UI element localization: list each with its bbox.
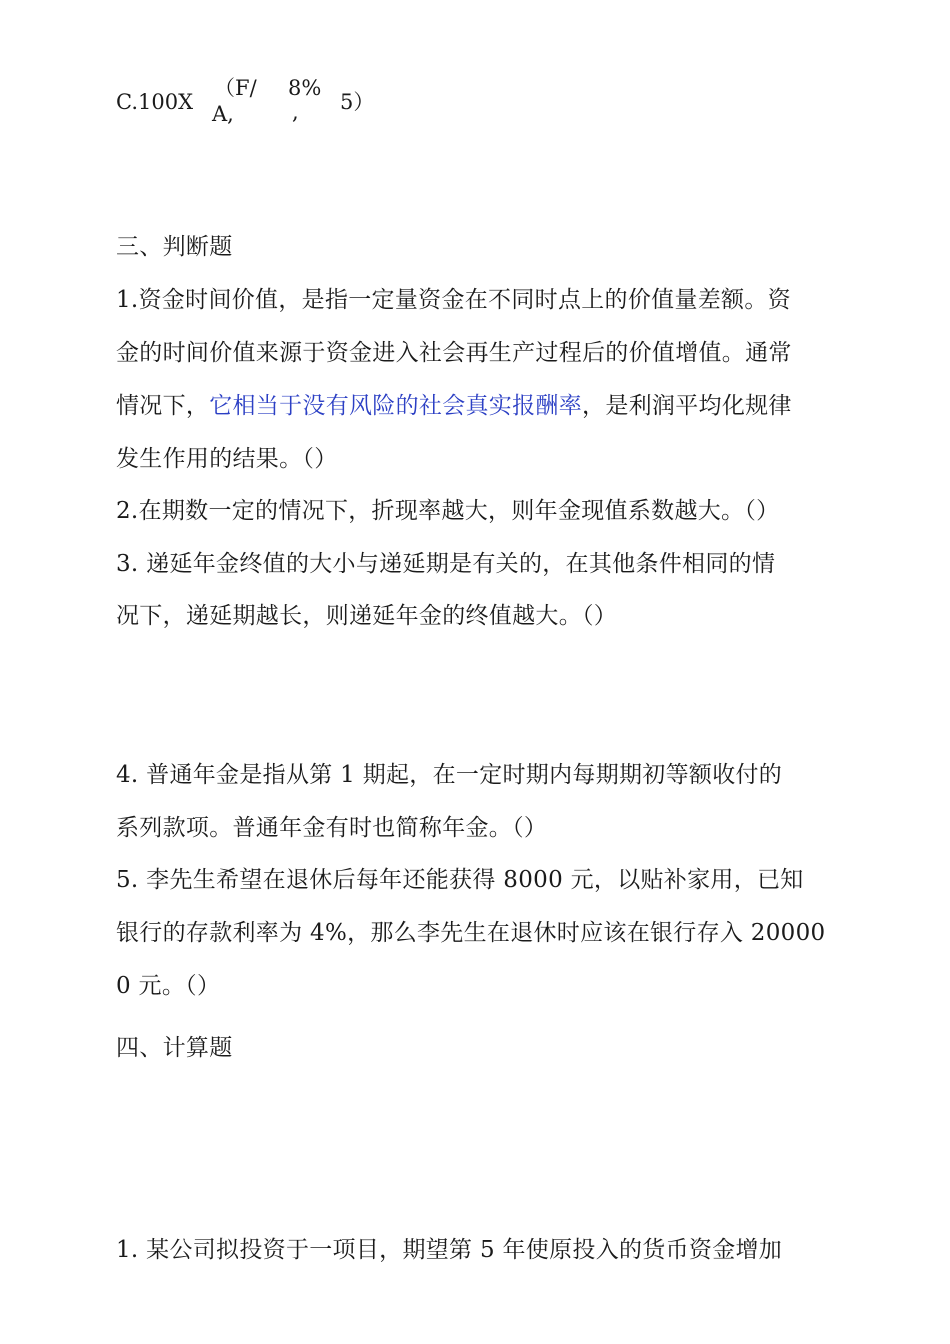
q1-line3 xyxy=(116,395,792,418)
q1-line2: 金的时间价值来源于资金进入社会再生产过程后的价值增值。通常 xyxy=(116,340,792,366)
option-c-rate-bottom: , xyxy=(292,100,299,124)
option-c-rate-top: 8% xyxy=(288,76,322,100)
q5-line3: 0 元。（） xyxy=(116,973,221,999)
q4-line2: 系列款项。普通年金有时也简称年金。（） xyxy=(116,815,548,841)
q3-line2: 况下，递延期越长，则递延年金的终值越大。（） xyxy=(116,603,618,629)
option-c-paren-bottom: A, xyxy=(212,102,234,126)
q5-line2: 银行的存款利率为 4%，那么李先生在退休时应该在银行存入 20000 xyxy=(116,920,826,946)
calc-q1-line1: 1. 某公司拟投资于一项目，期望第 5 年使原投入的货币资金增加 xyxy=(116,1237,783,1263)
q5-line1: 5. 李先生希望在退休后每年还能获得 8000 元，以贴补家用，已知 xyxy=(116,867,804,893)
section3-heading: 三、判断题 xyxy=(116,234,233,260)
section4-heading: 四、计算题 xyxy=(116,1035,233,1061)
q1-line1: 1.资金时间价值，是指一定量资金在不同时点上的价值量差额。资 xyxy=(116,287,791,313)
q2-line1: 2.在期数一定的情况下，折现率越大，则年金现值系数越大。（） xyxy=(116,498,780,524)
option-c-prefix: C.100X xyxy=(116,90,194,114)
q1-line3-post: ，是利润平均化规律 xyxy=(582,393,792,419)
option-c-paren-top: （F/ xyxy=(214,76,257,100)
option-c-tail: 5） xyxy=(340,90,375,114)
q1-line3-pre: 情况下， xyxy=(116,393,210,419)
q4-line1: 4. 普通年金是指从第 1 期起，在一定时期内每期期初等额收付的 xyxy=(116,762,783,788)
q1-line4: 发生作用的结果。（） xyxy=(116,446,338,472)
q3-line1: 3. 递延年金终值的大小与递延期是有关的，在其他条件相同的情 xyxy=(116,551,776,577)
q1-highlight-text: 它相当于没有风险的社会真实报酬率 xyxy=(209,393,583,419)
